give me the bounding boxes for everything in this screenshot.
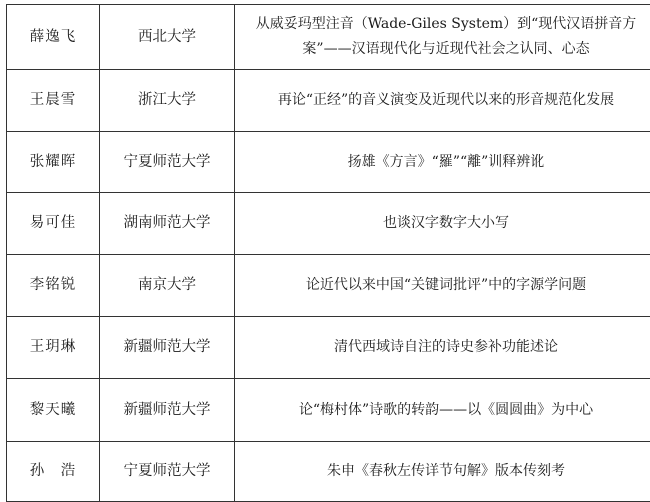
table-row <box>7 5 650 70</box>
institution-cell: 新疆师范大学 <box>100 317 235 379</box>
institution-cell: 西北大学 <box>100 5 235 70</box>
paper-list-table-wrapper <box>6 4 650 502</box>
institution-cell: 浙江大学 <box>100 70 235 132</box>
institution-cell: 新疆师范大学 <box>100 379 235 442</box>
paper-title-cell: 扬雄《方言》“羅”“離”训释辨讹 <box>235 132 650 193</box>
institution-cell: 湖南师范大学 <box>100 193 235 255</box>
institution-cell: 宁夏师范大学 <box>100 442 235 502</box>
author-name-cell: 王玥琳 <box>7 317 100 379</box>
author-name-cell: 薛逸飞 <box>7 5 100 70</box>
paper-list-table <box>6 4 650 502</box>
paper-title-cell: 论近代以来中国“关键词批评”中的字源学问题 <box>235 255 650 317</box>
author-name-cell: 张耀晖 <box>7 132 100 193</box>
paper-title-cell: 清代西域诗自注的诗史参补功能述论 <box>235 317 650 379</box>
paper-title-cell: 再论“正经”的音义演变及近现代以来的形音规范化发展 <box>235 70 650 132</box>
table-row <box>7 317 650 379</box>
table-row <box>7 70 650 132</box>
author-name-cell: 孙 浩 <box>7 442 100 502</box>
table-row <box>7 442 650 502</box>
table-row <box>7 255 650 317</box>
institution-cell: 南京大学 <box>100 255 235 317</box>
paper-title-cell: 朱申《春秋左传详节句解》版本传刻考 <box>235 442 650 502</box>
institution-cell: 宁夏师范大学 <box>100 132 235 193</box>
author-name-cell: 王晨雪 <box>7 70 100 132</box>
paper-title-cell: 从威妥玛型注音（Wade-Giles System）到“现代汉语拼音方案”——汉语现代化与近现代社会之认同、心态 <box>235 5 650 70</box>
table-row <box>7 193 650 255</box>
paper-title-cell: 也谈汉字数字大小写 <box>235 193 650 255</box>
table-row <box>7 379 650 442</box>
paper-title-cell: 论“梅村体”诗歌的转韵——以《圆圆曲》为中心 <box>235 379 650 442</box>
table-row <box>7 132 650 193</box>
author-name-cell: 李铭锐 <box>7 255 100 317</box>
author-name-cell: 易可佳 <box>7 193 100 255</box>
author-name-cell: 黎天曦 <box>7 379 100 442</box>
